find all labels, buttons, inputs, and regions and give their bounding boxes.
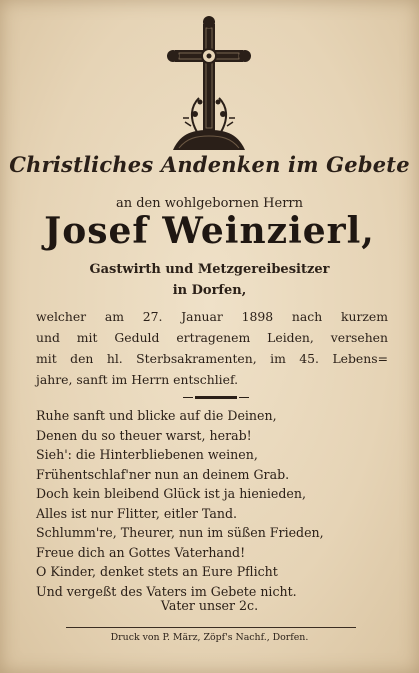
poem-line: Schlumm're, Theurer, nun im süßen Frieden, — [36, 525, 324, 540]
poem-line: Alles ist nur Flitter, eitler Tand. — [36, 505, 238, 521]
ornamental-divider — [195, 396, 237, 399]
biography-paragraph — [36, 306, 388, 390]
deceased-name: Josef Weinzierl, — [44, 210, 375, 252]
poem-line: Und vergeßt des Vaters im Gebete nicht. — [36, 583, 297, 599]
place-line: in Dorfen, — [172, 283, 247, 298]
poem-line: Freue dich an Gottes Vaterhand! — [36, 544, 246, 560]
biography-line: jahre, sanft im Herrn entschlief. — [36, 372, 239, 387]
poem-line: Sieh': die Hinterbliebenen weinen, — [36, 447, 258, 462]
poem-line: O Kinder, denket stets an Eure Pflicht — [36, 564, 278, 579]
poem-line: Denen du so theuer warst, herab! — [36, 427, 252, 443]
cross-icon — [167, 14, 251, 152]
poem-line: Ruhe sanft und blicke auf die Deinen, — [36, 408, 277, 423]
biography-line: mit den hl. Sterbsakramenten, im 45. Lebens= — [36, 351, 388, 366]
closing-prayer: Vater unser 2c. — [160, 598, 259, 613]
poem-line: Frühentschlaf'ner nun an deinem Grab. — [36, 466, 290, 482]
printer-imprint: Druck von P. März, Zöpf's Nachf., Dorfen. — [110, 632, 309, 643]
biography-line: welcher am 27. Januar 1898 nach kurzem — [36, 309, 388, 324]
card-heading: Christliches Andenken im Gebete — [9, 152, 410, 177]
occupation-line: Gastwirth und Metzgereibesitzer — [89, 262, 330, 277]
biography-line: und mit Geduld ertragenem Leiden, versehen — [36, 330, 388, 345]
footer-rule — [66, 627, 356, 628]
memorial-poem — [36, 406, 396, 601]
dedication-line: an den wohlgebornen Herrn — [115, 196, 304, 211]
poem-line: Doch kein bleibend Glück ist ja hienieden, — [36, 486, 307, 501]
